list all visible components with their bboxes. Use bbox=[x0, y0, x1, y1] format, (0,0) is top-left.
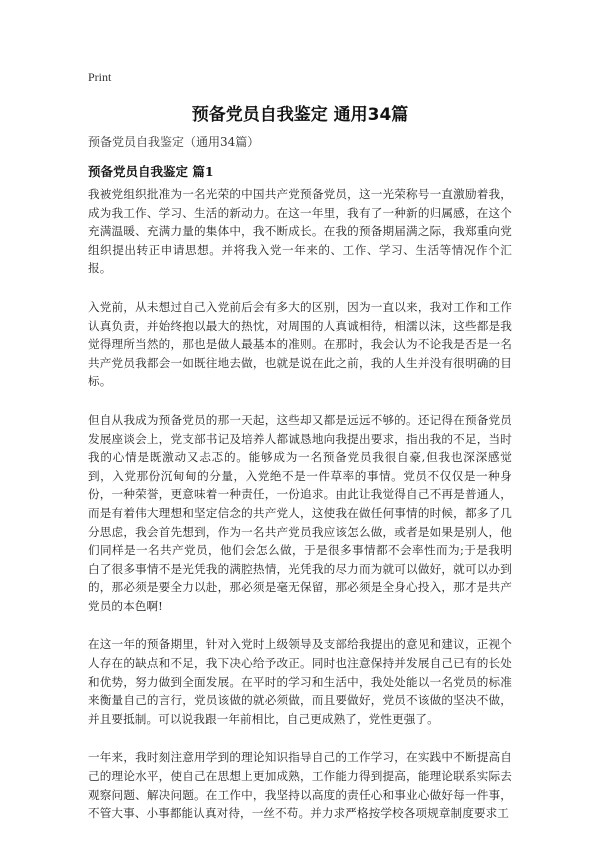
article-body bbox=[88, 185, 512, 843]
section-heading: 预备党员自我鉴定 篇1 bbox=[88, 164, 214, 179]
paragraph-1: 我被党组织批准为一名光荣的中国共产党预备党员，这一光荣称号一直激励着我，成为我工作、学习、生活的新动力。在这一年里，我有了一种新的归属感，在这个充满温暖、充满力量的集体中，我不断成长。在我的预备期届满之际，我郑重向党组织提出转正申请思想。并将我入党一年来的、工作、学习、生活等情况作个汇报。 bbox=[88, 187, 512, 276]
paragraph-4: 在这一年的预备期里，针对入党时上级领导及支部给我提出的意见和建议，正视个人存在的缺点和不足，我下决心给予改正。同时也注意保持并发展自己已有的长处和优势，努力做到全面发展。在平时的学习和生活中，我处处能以一名党员的标准来衡量自己的言行，党员该做的就必须做，而且要做好，党员不该做的坚决不做，并且要抵制。可以说我跟一年前相比，自己更成熟了，党性更强了。 bbox=[88, 637, 512, 726]
paragraph-5: 一年来，我时刻注意用学到的理论知识指导自己的工作学习，在实践中不断提高自己的理论水平，使自己在思想上更加成熟，工作能力得到提高，能理论联系实际去观察问题、解决问题。在工作中，我坚持以高度的责任心和事业心做好每一件事，不管大事、小事都能认真对待，一丝不苟。并力求严格按学校各项规章制度要求工 bbox=[88, 750, 512, 821]
paragraph-2: 入党前，从未想过自己入党前后会有多大的区别，因为一直以来，我对工作和工作认真负责，并始终抱以最大的热忱，对周围的人真诚相待，相濡以沫，这些都是我觉得理所当然的，那也是做人最基本的准则。在那时，我会认为不论我是否是一名共产党员我都会一如既往地去做，也就是说在此之前，我的人生并没有很明确的目标。 bbox=[88, 299, 512, 389]
document-subtitle: 预备党员自我鉴定（通用34篇） bbox=[88, 135, 260, 149]
paragraph-3: 但自从我成为预备党员的那一天起，这些却又都是远远不够的。还记得在预备党员发展座谈会上，党支部书记及培养人都诚恳地向我提出要求，指出我的不足，当时我的心情是既激动又忐忑的。能够成为一名预备党员我很自豪,但我也深深感觉到，入党那份沉甸甸的分量，入党绝不是一件草率的事情。党员不仅仅是一种身份，一种荣誉，更意味着一种责任，一份追求。由此让我觉得自己不再是普通人，而是有着伟大理想和坚定信念的共产党人，这使我在做任何事情的时候，都多了几分思虑，我会首先想到，作为一名共产党员我应该怎么做，或者是如果是别人，他们同样是一名共产党员，他们会怎么做，于是很多事情都不会率性而为;于是我明白了很多事情不是光凭我的满腔热情，光凭我的尽力而为就可以做好，就可以办到的，那必须是要全力以赴，那必须是毫无保留，那必须是全身心投入，那才是共产党员的本色啊! bbox=[88, 412, 512, 613]
print-link[interactable]: Print bbox=[88, 70, 112, 84]
document-title: 预备党员自我鉴定 通用34篇 bbox=[191, 105, 409, 125]
